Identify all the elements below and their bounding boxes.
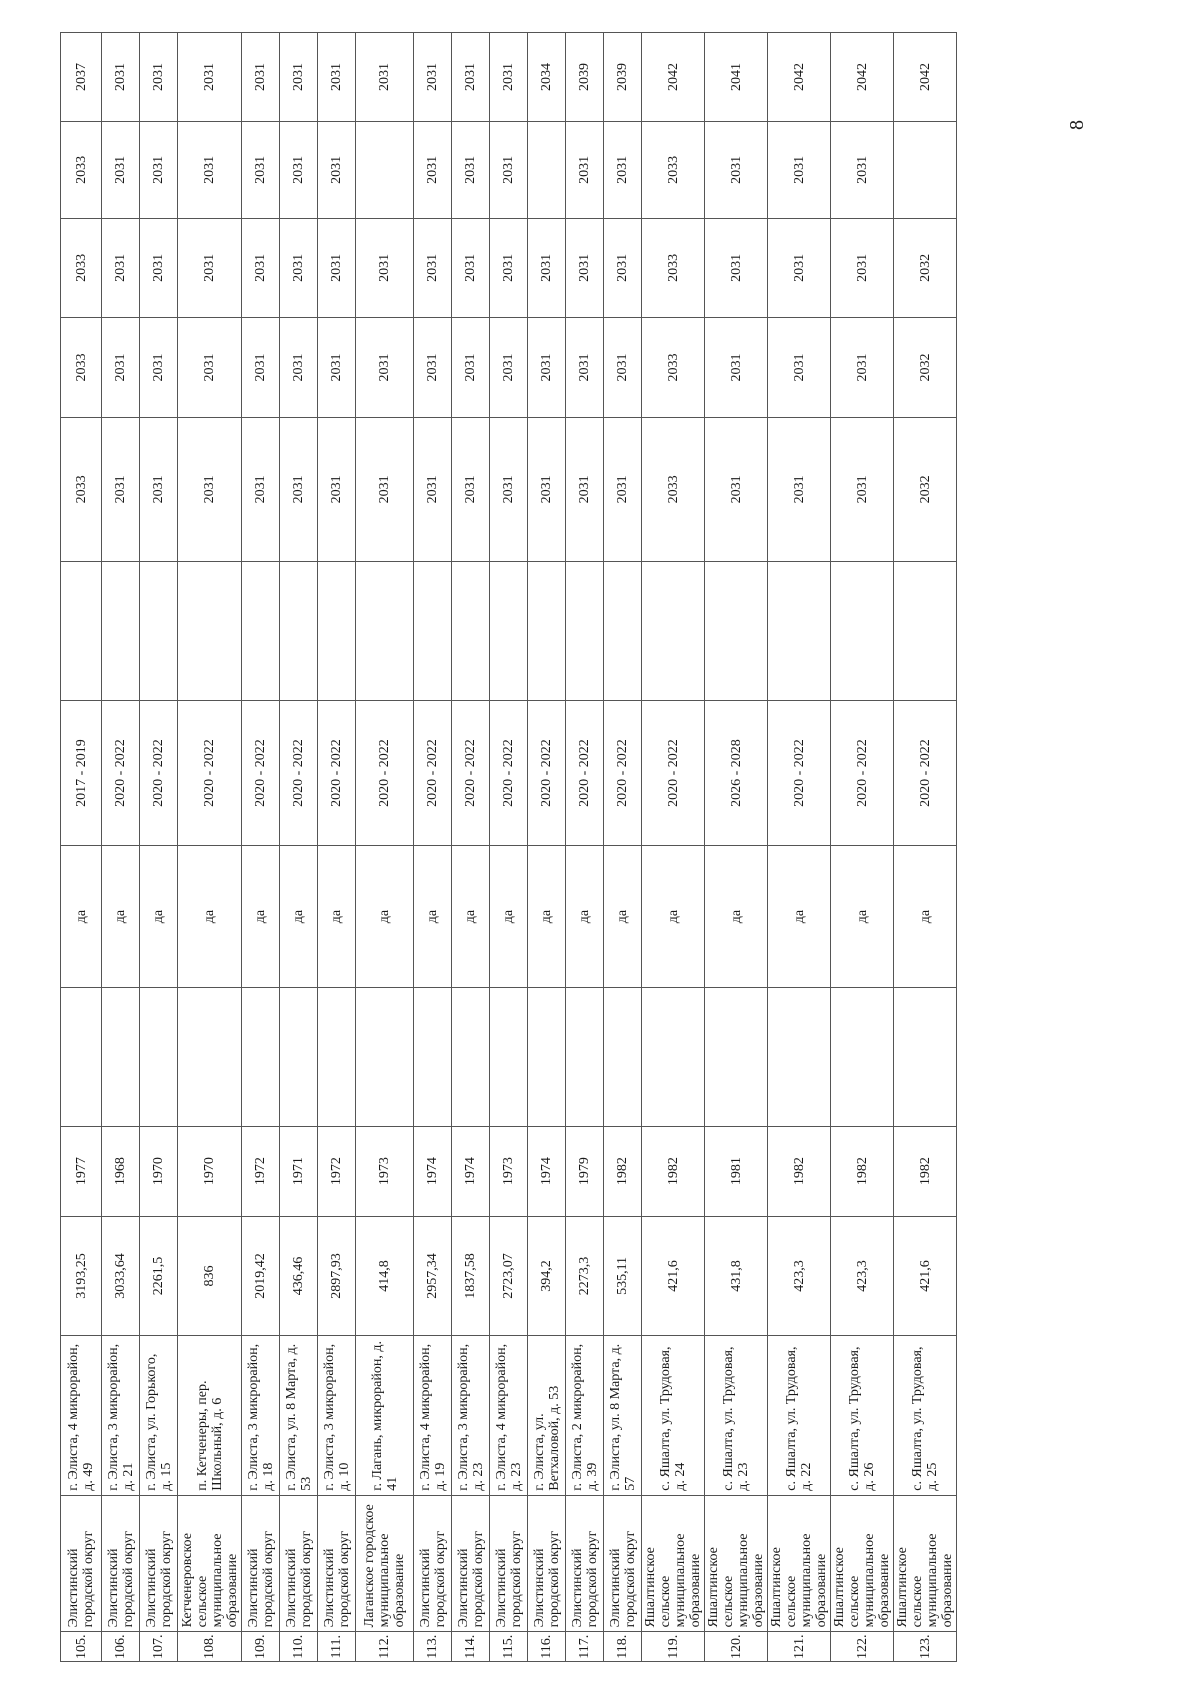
year-cell-3: 2032 [894,218,957,317]
year-cell-2: 2031 [140,317,178,417]
year-built-cell: 1970 [140,1126,178,1216]
year-cell-1: 2031 [414,418,452,562]
period-cell: 2020 - 2022 [242,700,280,846]
blank-cell [642,987,705,1126]
year-cell-4: 2031 [566,121,604,218]
blank-cell [178,561,242,700]
year-cell-2: 2031 [178,317,242,417]
table-row [705,33,768,1662]
year-built-cell: 1970 [178,1126,242,1216]
blank-cell [61,987,102,1126]
flag-cell: да [528,846,566,987]
area-cell: 421,6 [642,1216,705,1336]
year-cell-5: 2034 [528,33,566,122]
period-cell: 2020 - 2022 [318,700,356,846]
year-cell-3: 2031 [528,218,566,317]
page-number: 8 [1066,120,1088,130]
year-cell-5: 2031 [178,33,242,122]
blank-cell [61,561,102,700]
table-row [102,33,140,1662]
municipality-cell: Яшалтинское сельское муниципальное образование [831,1495,894,1632]
row-number: 123. [894,1632,957,1662]
period-cell: 2020 - 2022 [894,700,957,846]
blank-cell [318,561,356,700]
row-number: 113. [414,1632,452,1662]
blank-cell [894,987,957,1126]
flag-cell: да [604,846,642,987]
municipality-cell: Элистинский городской округ [604,1495,642,1632]
address-cell: с. Яшалта, ул. Трудовая, д. 25 [894,1336,957,1495]
area-cell: 2261,5 [140,1216,178,1336]
table-row [768,33,831,1662]
year-built-cell: 1982 [894,1126,957,1216]
year-cell-5: 2039 [566,33,604,122]
row-number: 119. [642,1632,705,1662]
table-row [140,33,178,1662]
row-number: 118. [604,1632,642,1662]
flag-cell: да [642,846,705,987]
year-cell-2: 2031 [490,317,528,417]
address-cell: с. Яшалта, ул. Трудовая, д. 23 [705,1336,768,1495]
year-built-cell: 1972 [242,1126,280,1216]
year-cell-1: 2031 [178,418,242,562]
housing-repair-table [60,32,957,1662]
address-cell: г. Элиста, 3 микрорайон, д. 10 [318,1336,356,1495]
row-number: 114. [452,1632,490,1662]
year-built-cell: 1974 [528,1126,566,1216]
blank-cell [705,561,768,700]
municipality-cell: Элистинский городской округ [61,1495,102,1632]
blank-cell [102,561,140,700]
year-cell-5: 2031 [318,33,356,122]
table-row [414,33,452,1662]
year-built-cell: 1971 [280,1126,318,1216]
year-cell-4: 2031 [490,121,528,218]
year-cell-5: 2042 [894,33,957,122]
address-cell: г. Элиста, 3 микрорайон, д. 18 [242,1336,280,1495]
row-number: 116. [528,1632,566,1662]
blank-cell [528,987,566,1126]
year-cell-5: 2031 [490,33,528,122]
municipality-cell: Элистинский городской округ [102,1495,140,1632]
area-cell: 836 [178,1216,242,1336]
year-cell-2: 2031 [280,317,318,417]
row-number: 110. [280,1632,318,1662]
table-row [318,33,356,1662]
address-cell: г. Лагань, микрорайон, д. 41 [356,1336,414,1495]
period-cell: 2020 - 2022 [102,700,140,846]
area-cell: 431,8 [705,1216,768,1336]
area-cell: 2273,3 [566,1216,604,1336]
year-cell-3: 2031 [102,218,140,317]
area-cell: 535,11 [604,1216,642,1336]
year-cell-1: 2031 [140,418,178,562]
year-cell-5: 2031 [140,33,178,122]
year-cell-5: 2042 [768,33,831,122]
row-number: 105. [61,1632,102,1662]
table-row [894,33,957,1662]
row-number: 109. [242,1632,280,1662]
municipality-cell: Элистинский городской округ [566,1495,604,1632]
year-cell-1: 2031 [831,418,894,562]
year-cell-3: 2031 [280,218,318,317]
table-row [178,33,242,1662]
blank-cell [178,987,242,1126]
year-cell-3: 2031 [768,218,831,317]
period-cell: 2020 - 2022 [452,700,490,846]
area-cell: 414,8 [356,1216,414,1336]
area-cell: 2957,34 [414,1216,452,1336]
year-cell-3: 2031 [705,218,768,317]
table-row [280,33,318,1662]
period-cell: 2020 - 2022 [414,700,452,846]
municipality-cell: Яшалтинское сельское муниципальное образование [642,1495,705,1632]
municipality-cell: Элистинский городской округ [452,1495,490,1632]
year-built-cell: 1982 [768,1126,831,1216]
address-cell: г. Элиста, ул. 8 Марта, д. 53 [280,1336,318,1495]
year-cell-5: 2039 [604,33,642,122]
year-cell-1: 2031 [102,418,140,562]
blank-cell [642,561,705,700]
period-cell: 2020 - 2022 [768,700,831,846]
area-cell: 423,3 [831,1216,894,1336]
area-cell: 394,2 [528,1216,566,1336]
year-cell-1: 2031 [604,418,642,562]
year-cell-5: 2031 [356,33,414,122]
year-cell-2: 2031 [566,317,604,417]
blank-cell [566,561,604,700]
year-cell-2: 2031 [528,317,566,417]
year-cell-5: 2042 [831,33,894,122]
table-row [490,33,528,1662]
year-cell-1: 2031 [528,418,566,562]
year-cell-5: 2031 [414,33,452,122]
period-cell: 2020 - 2022 [642,700,705,846]
area-cell: 2723,07 [490,1216,528,1336]
year-built-cell: 1979 [566,1126,604,1216]
year-cell-4 [894,121,957,218]
flag-cell: да [490,846,528,987]
year-cell-2: 2032 [894,317,957,417]
municipality-cell: Элистинский городской округ [140,1495,178,1632]
blank-cell [490,987,528,1126]
municipality-cell: Яшалтинское сельское муниципальное образование [705,1495,768,1632]
row-number: 107. [140,1632,178,1662]
municipality-cell: Яшалтинское сельское муниципальное образование [894,1495,957,1632]
blank-cell [528,561,566,700]
year-cell-4: 2031 [102,121,140,218]
row-number: 106. [102,1632,140,1662]
year-cell-4: 2031 [705,121,768,218]
flag-cell: да [452,846,490,987]
period-cell: 2020 - 2022 [490,700,528,846]
blank-cell [604,987,642,1126]
table-row [604,33,642,1662]
year-cell-3: 2031 [356,218,414,317]
blank-cell [318,987,356,1126]
municipality-cell: Элистинский городской округ [528,1495,566,1632]
year-cell-5: 2037 [61,33,102,122]
year-cell-4: 2031 [414,121,452,218]
year-cell-2: 2033 [61,317,102,417]
flag-cell: да [414,846,452,987]
blank-cell [280,561,318,700]
year-cell-3: 2031 [140,218,178,317]
period-cell: 2020 - 2022 [831,700,894,846]
period-cell: 2017 - 2019 [61,700,102,846]
period-cell: 2020 - 2022 [356,700,414,846]
area-cell: 3193,25 [61,1216,102,1336]
blank-cell [356,987,414,1126]
address-cell: г. Элиста, 3 микрорайон, д. 23 [452,1336,490,1495]
blank-cell [831,561,894,700]
municipality-cell: Лаганское городское муниципальное образование [356,1495,414,1632]
municipality-cell: Элистинский городской округ [318,1495,356,1632]
year-cell-2: 2031 [452,317,490,417]
address-cell: г. Элиста, 2 микрорайон, д. 39 [566,1336,604,1495]
year-cell-3: 2031 [566,218,604,317]
row-number: 120. [705,1632,768,1662]
year-cell-1: 2031 [318,418,356,562]
year-cell-2: 2033 [642,317,705,417]
year-cell-1: 2031 [705,418,768,562]
year-cell-3: 2031 [178,218,242,317]
blank-cell [831,987,894,1126]
flag-cell: да [831,846,894,987]
row-number: 122. [831,1632,894,1662]
flag-cell: да [318,846,356,987]
flag-cell: да [566,846,604,987]
address-cell: г. Элиста, 4 микрорайон, д. 23 [490,1336,528,1495]
year-built-cell: 1977 [61,1126,102,1216]
blank-cell [490,561,528,700]
blank-cell [140,561,178,700]
municipality-cell: Элистинский городской округ [280,1495,318,1632]
year-built-cell: 1981 [705,1126,768,1216]
year-cell-2: 2031 [831,317,894,417]
year-cell-1: 2033 [642,418,705,562]
row-number: 117. [566,1632,604,1662]
year-cell-4: 2031 [140,121,178,218]
blank-cell [242,987,280,1126]
area-cell: 2897,93 [318,1216,356,1336]
table-row [566,33,604,1662]
year-cell-1: 2031 [566,418,604,562]
municipality-cell: Яшалтинское сельское муниципальное образование [768,1495,831,1632]
year-cell-3: 2031 [318,218,356,317]
year-cell-4: 2031 [280,121,318,218]
year-cell-4: 2033 [642,121,705,218]
year-cell-4: 2031 [318,121,356,218]
year-cell-3: 2031 [490,218,528,317]
year-built-cell: 1973 [490,1126,528,1216]
year-cell-4: 2031 [768,121,831,218]
flag-cell: да [356,846,414,987]
address-cell: п. Кетченеры, пер. Школьный, д. 6 [178,1336,242,1495]
flag-cell: да [140,846,178,987]
blank-cell [414,987,452,1126]
area-cell: 423,3 [768,1216,831,1336]
period-cell: 2020 - 2022 [566,700,604,846]
municipality-cell: Элистинский городской округ [414,1495,452,1632]
area-cell: 1837,58 [452,1216,490,1336]
year-cell-2: 2031 [102,317,140,417]
blank-cell [280,987,318,1126]
year-built-cell: 1974 [452,1126,490,1216]
table-row [528,33,566,1662]
flag-cell: да [102,846,140,987]
year-cell-4: 2031 [242,121,280,218]
year-cell-2: 2031 [242,317,280,417]
table-row [61,33,102,1662]
blank-cell [242,561,280,700]
address-cell: г. Элиста, 4 микрорайон, д. 19 [414,1336,452,1495]
year-cell-1: 2031 [356,418,414,562]
year-built-cell: 1974 [414,1126,452,1216]
table-row [642,33,705,1662]
year-built-cell: 1973 [356,1126,414,1216]
area-cell: 3033,64 [102,1216,140,1336]
blank-cell [414,561,452,700]
blank-cell [768,561,831,700]
blank-cell [604,561,642,700]
year-cell-3: 2031 [604,218,642,317]
year-cell-5: 2031 [452,33,490,122]
year-cell-2: 2031 [705,317,768,417]
flag-cell: да [178,846,242,987]
year-built-cell: 1982 [642,1126,705,1216]
table-row [831,33,894,1662]
year-cell-4: 2031 [452,121,490,218]
year-cell-4: 2033 [61,121,102,218]
period-cell: 2020 - 2022 [280,700,318,846]
year-cell-2: 2031 [768,317,831,417]
year-built-cell: 1972 [318,1126,356,1216]
year-cell-2: 2031 [414,317,452,417]
row-number: 108. [178,1632,242,1662]
year-cell-3: 2031 [414,218,452,317]
blank-cell [140,987,178,1126]
period-cell: 2020 - 2022 [604,700,642,846]
flag-cell: да [242,846,280,987]
year-cell-3: 2031 [452,218,490,317]
blank-cell [452,987,490,1126]
year-cell-4: 2031 [604,121,642,218]
address-cell: г. Элиста, ул. Ветхаловой, д. 53 [528,1336,566,1495]
address-cell: с. Яшалта, ул. Трудовая, д. 22 [768,1336,831,1495]
address-cell: г. Элиста, ул. Горького, д. 15 [140,1336,178,1495]
address-cell: г. Элиста, 3 микрорайон, д. 21 [102,1336,140,1495]
municipality-cell: Элистинский городской округ [242,1495,280,1632]
year-built-cell: 1968 [102,1126,140,1216]
year-cell-4 [528,121,566,218]
blank-cell [452,561,490,700]
table-row [242,33,280,1662]
year-cell-3: 2031 [242,218,280,317]
area-cell: 2019,42 [242,1216,280,1336]
flag-cell: да [61,846,102,987]
address-cell: с. Яшалта, ул. Трудовая, д. 26 [831,1336,894,1495]
year-cell-2: 2031 [318,317,356,417]
year-cell-1: 2031 [452,418,490,562]
year-cell-2: 2031 [604,317,642,417]
municipality-cell: Кетченеровское сельское муниципальное образование [178,1495,242,1632]
municipality-cell: Элистинский городской округ [490,1495,528,1632]
flag-cell: да [894,846,957,987]
row-number: 111. [318,1632,356,1662]
year-cell-4 [356,121,414,218]
year-cell-1: 2031 [490,418,528,562]
year-cell-5: 2031 [102,33,140,122]
area-cell: 436,46 [280,1216,318,1336]
table-row [356,33,414,1662]
year-cell-1: 2031 [242,418,280,562]
period-cell: 2020 - 2022 [528,700,566,846]
year-cell-5: 2041 [705,33,768,122]
year-cell-5: 2031 [242,33,280,122]
year-cell-3: 2033 [61,218,102,317]
table-row [452,33,490,1662]
row-number: 121. [768,1632,831,1662]
year-cell-3: 2031 [831,218,894,317]
year-cell-1: 2032 [894,418,957,562]
year-cell-4: 2031 [831,121,894,218]
blank-cell [768,987,831,1126]
row-number: 115. [490,1632,528,1662]
year-built-cell: 1982 [604,1126,642,1216]
flag-cell: да [768,846,831,987]
year-cell-5: 2031 [280,33,318,122]
row-number: 112. [356,1632,414,1662]
address-cell: г. Элиста, ул. 8 Марта, д. 57 [604,1336,642,1495]
year-cell-1: 2033 [61,418,102,562]
period-cell: 2026 - 2028 [705,700,768,846]
blank-cell [356,561,414,700]
flag-cell: да [280,846,318,987]
year-built-cell: 1982 [831,1126,894,1216]
year-cell-4: 2031 [178,121,242,218]
area-cell: 421,6 [894,1216,957,1336]
period-cell: 2020 - 2022 [178,700,242,846]
flag-cell: да [705,846,768,987]
rotated-page-content [60,32,1096,1662]
period-cell: 2020 - 2022 [140,700,178,846]
address-cell: г. Элиста, 4 микрорайон, д. 49 [61,1336,102,1495]
blank-cell [566,987,604,1126]
blank-cell [894,561,957,700]
address-cell: с. Яшалта, ул. Трудовая, д. 24 [642,1336,705,1495]
year-cell-2: 2031 [356,317,414,417]
blank-cell [102,987,140,1126]
year-cell-1: 2031 [280,418,318,562]
year-cell-5: 2042 [642,33,705,122]
blank-cell [705,987,768,1126]
year-cell-1: 2031 [768,418,831,562]
year-cell-3: 2033 [642,218,705,317]
